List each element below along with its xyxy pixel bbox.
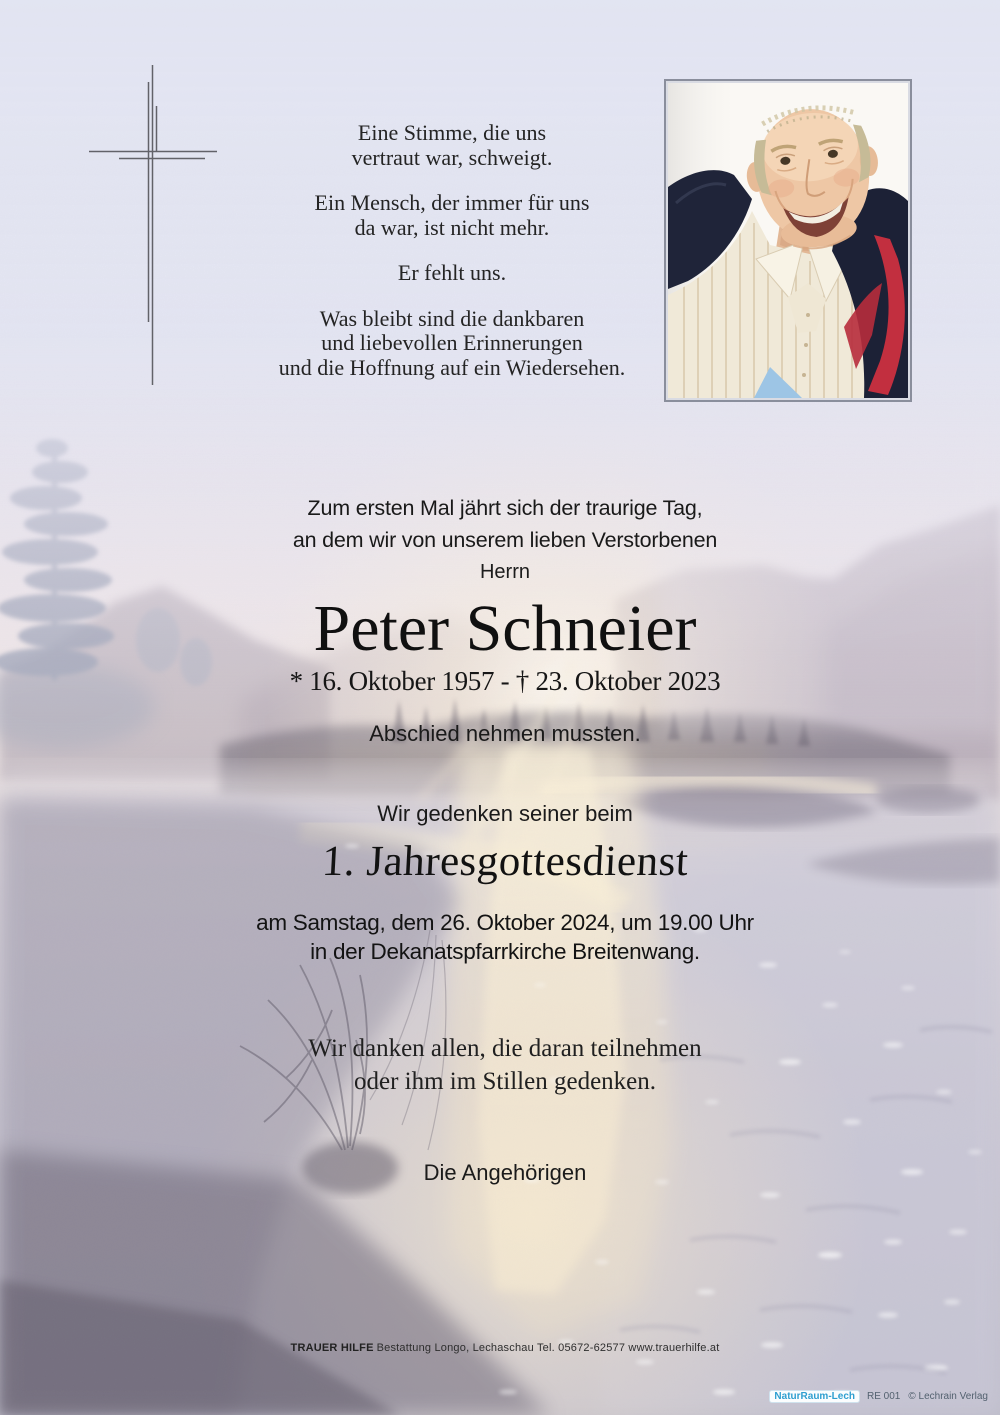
- funeral-home-line: [5, 1342, 1000, 1354]
- poem-stanza: [0, 307, 904, 381]
- thanks-line: Wir danken allen, die daran teilnehmen: [308, 1035, 702, 1062]
- thanks-text: [5, 1032, 1000, 1098]
- salutation: Herrn: [479, 561, 530, 583]
- intro-line: an dem wir von unserem lieben Verstorbenen: [292, 528, 718, 552]
- poem-stanza: [0, 191, 904, 240]
- signature: Die Angehörigen: [423, 1160, 587, 1185]
- poem-line: Eine Stimme, die uns: [357, 120, 547, 145]
- credit-code: RE 001: [867, 1390, 901, 1402]
- memorial-poem: [0, 121, 904, 401]
- poem-line: Was bleibt sind die dankbaren: [319, 305, 585, 331]
- funeral-home-details: Bestattung Longo, Lechaschau Tel. 05672-62577 www.trauerhilfe.at: [376, 1342, 720, 1354]
- publisher-credit: [770, 1389, 988, 1403]
- funeral-home-name: TRAUER HILFE: [290, 1342, 374, 1354]
- birth-death-dates: * 16. Oktober 1957 - † 23. Oktober 2023: [289, 666, 721, 696]
- poem-line: Er fehlt uns.: [397, 260, 507, 285]
- service-title-text: 1. Jahresgottesdienst: [320, 838, 690, 885]
- service-title: [5, 836, 1000, 888]
- poem-line: da war, ist nicht mehr.: [354, 214, 550, 240]
- announcement-intro: [5, 492, 1000, 556]
- poem-line: und die Hoffnung auf ein Wiedersehen.: [278, 354, 626, 380]
- poem-line: Ein Mensch, der immer für uns: [314, 190, 590, 215]
- thanks-line: oder ihm im Stillen gedenken.: [353, 1068, 657, 1095]
- service-datetime: [5, 908, 1000, 966]
- poem-stanza: [0, 261, 904, 286]
- service-lead: Wir gedenken seiner beim: [377, 801, 633, 826]
- farewell-line: Abschied nehmen mussten.: [369, 721, 641, 746]
- service-when: am Samstag, dem 26. Oktober 2024, um 19.00 Uhr: [256, 910, 754, 935]
- naturraum-lech-badge: NaturRaum-Lech: [770, 1391, 859, 1402]
- poem-line: und liebevollen Erinnerungen: [321, 330, 583, 355]
- deceased-name: Peter Schneier: [313, 592, 697, 665]
- intro-line: Zum ersten Mal jährt sich der traurige Tag,: [307, 496, 703, 520]
- publisher-name: © Lechrain Verlag: [908, 1390, 988, 1402]
- service-where: in der Dekanatspfarrkirche Breitenwang.: [310, 939, 700, 964]
- poem-line: vertraut war, schweigt.: [351, 144, 553, 170]
- poem-stanza: [0, 121, 904, 170]
